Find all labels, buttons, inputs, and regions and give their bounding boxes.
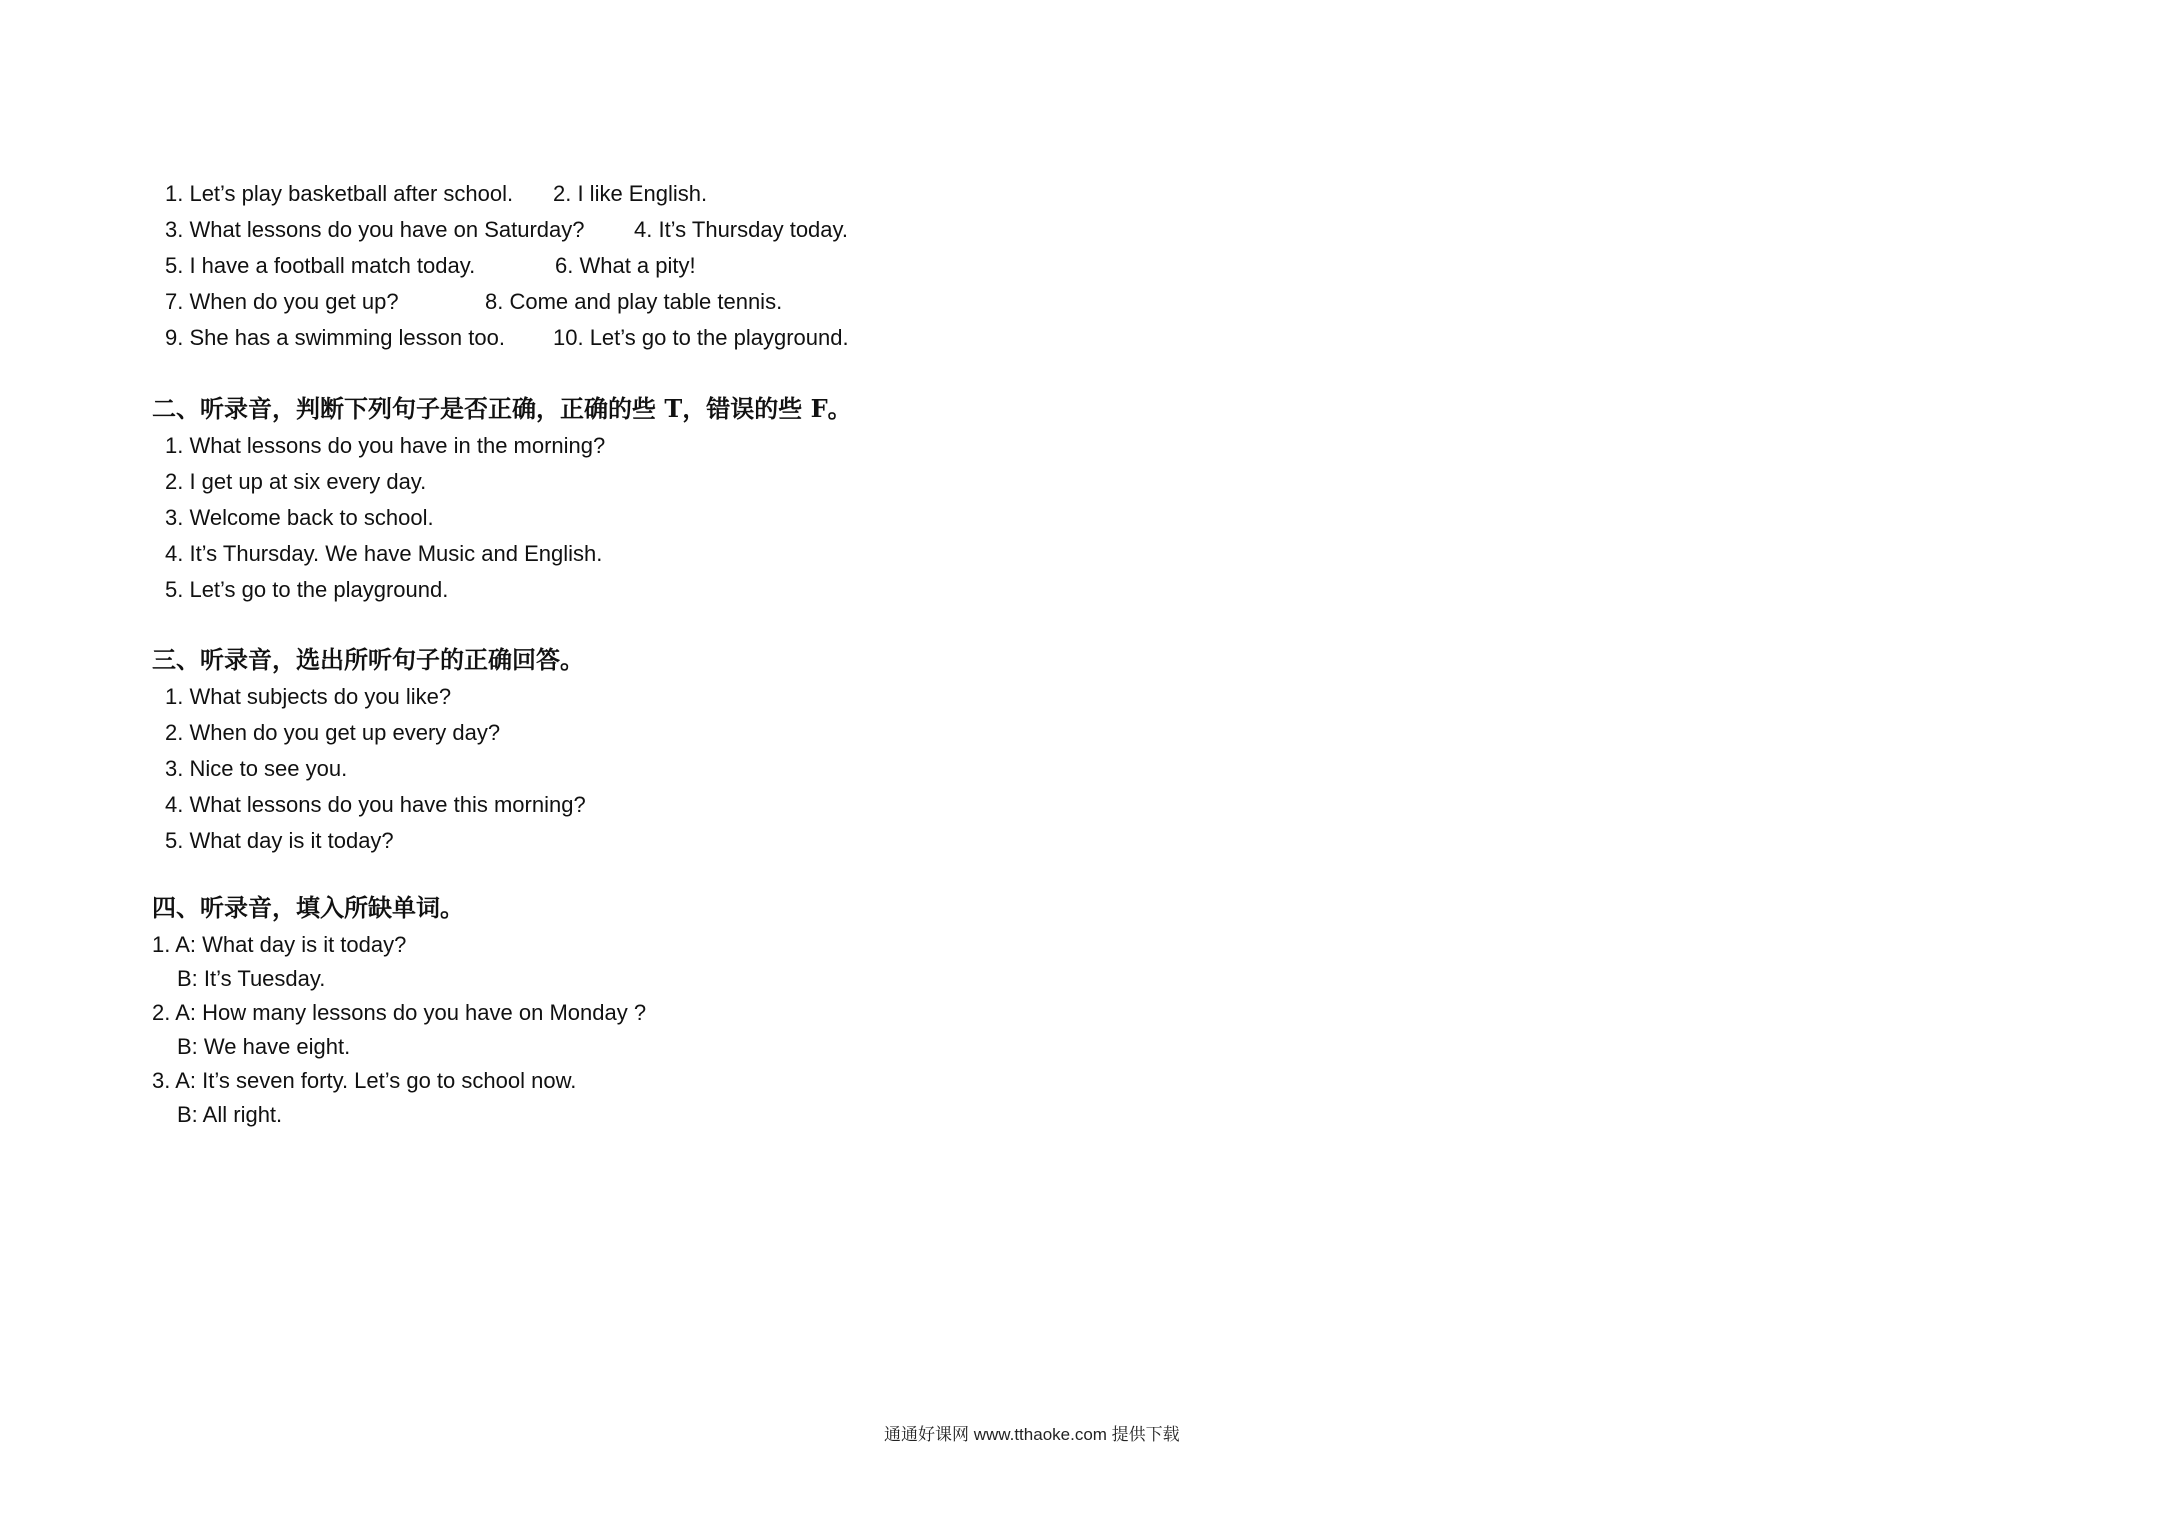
dialog-line-a: 1. A: What day is it today? xyxy=(152,932,407,957)
list-item: 6. What a pity! xyxy=(555,253,696,278)
dialog-line-b: B: We have eight. xyxy=(177,1034,351,1059)
dialog-line-b: B: It’s Tuesday. xyxy=(177,966,326,991)
dialog-line-b: B: All right. xyxy=(177,1102,283,1127)
list-item: 5. I have a football match today. xyxy=(165,253,476,278)
list-item: 9. She has a swimming lesson too. xyxy=(165,325,505,350)
dialog-line-a: 3. A: It’s seven forty. Let’s go to school now. xyxy=(152,1068,577,1093)
list-item: 4. It’s Thursday. We have Music and English. xyxy=(165,541,603,566)
section-heading: 四、听录音，填入所缺单词。 xyxy=(152,893,464,922)
page-footer: 通通好课网 www.tthaoke.com 提供下载 xyxy=(884,1425,1180,1444)
list-item: 1. Let’s play basketball after school. xyxy=(165,181,514,206)
section-heading: 二、听录音，判断下列句子是否正确，正确的些 T，错误的些 F。 xyxy=(152,394,852,423)
section-heading: 三、听录音，选出所听句子的正确回答。 xyxy=(152,645,584,674)
list-item: 3. What lessons do you have on Saturday? xyxy=(165,217,585,242)
list-item: 3. Nice to see you. xyxy=(165,756,348,781)
list-item: 10. Let’s go to the playground. xyxy=(553,325,849,350)
list-item: 2. I like English. xyxy=(553,181,708,206)
list-item: 4. It’s Thursday today. xyxy=(634,217,849,242)
list-item: 3. Welcome back to school. xyxy=(165,505,434,530)
list-item: 2. I get up at six every day. xyxy=(165,469,427,494)
list-item: 5. Let’s go to the playground. xyxy=(165,577,449,602)
list-item: 5. What day is it today? xyxy=(165,828,394,853)
list-item: 7. When do you get up? xyxy=(165,289,399,314)
dialog-line-a: 2. A: How many lessons do you have on Monday ? xyxy=(152,1000,647,1025)
list-item: 2. When do you get up every day? xyxy=(165,720,501,745)
list-item: 8. Come and play table tennis. xyxy=(485,289,783,314)
list-item: 4. What lessons do you have this morning? xyxy=(165,792,586,817)
list-item: 1. What subjects do you like? xyxy=(165,684,452,709)
list-item: 1. What lessons do you have in the morning? xyxy=(165,433,606,458)
